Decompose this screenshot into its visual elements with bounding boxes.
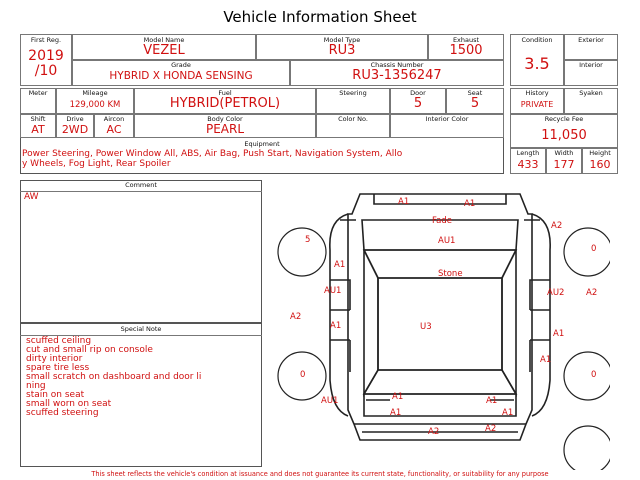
model-type-value: RU3 (328, 43, 356, 58)
seat-label: Seat (467, 89, 483, 97)
history-label: History (525, 89, 549, 97)
seat-value: 5 (470, 96, 480, 111)
wheel-front-right (564, 228, 610, 276)
meter-label: Meter (28, 89, 48, 97)
special-note-item: scuffed steering (26, 408, 99, 418)
shift-value: AT (31, 123, 45, 136)
body-outline (348, 194, 532, 440)
width-value: 177 (553, 158, 575, 171)
mark-u3: U3 (420, 322, 432, 332)
mark-au2-right-front-door: AU2 (547, 288, 565, 298)
syaken-label: Syaken (579, 89, 603, 97)
mark-a1-left-fender: A1 (334, 260, 346, 270)
special-note-item: small scratch on dashboard and door li (26, 372, 202, 382)
model-name-label: Model Name (143, 36, 185, 44)
comment-text: AW (24, 192, 39, 202)
chassis-label: Chassis Number (370, 61, 424, 69)
chassis-value: RU3-1356247 (352, 68, 442, 83)
special-note-item: ning (26, 381, 46, 391)
recycle-fee-label: Recycle Fee (544, 115, 584, 123)
wheel-rear-right (564, 352, 610, 400)
mark-wheel-front-right: 0 (591, 244, 597, 254)
special-note-list (26, 337, 201, 418)
equipment-line-1: Power Steering, Power Window All, ABS, Air Bag, Push Start, Navigation System, Allo (22, 149, 403, 159)
comment-box (20, 180, 262, 323)
length-label: Length (516, 149, 540, 157)
mark-roof: Stone (438, 269, 463, 279)
mark-a1-tail-left2: A1 (390, 408, 402, 418)
equipment-label: Equipment (244, 140, 280, 148)
interior-label: Interior (579, 61, 603, 69)
recycle-fee-value: 11,050 (541, 128, 587, 143)
mark-front-a1-left: A1 (398, 197, 410, 207)
mark-a2-right-edge: A2 (586, 288, 598, 298)
special-note-item: stain on seat (26, 390, 85, 400)
aircon-value: AC (106, 123, 122, 136)
drive-value: 2WD (61, 123, 89, 136)
exterior-label: Exterior (578, 36, 604, 44)
steering-label: Steering (339, 89, 367, 97)
length-value: 433 (517, 158, 539, 171)
mark-au1-left-front-door: AU1 (324, 286, 342, 296)
spare-wheel (564, 426, 610, 470)
height-value: 160 (589, 158, 611, 171)
exhaust-label: Exhaust (452, 36, 480, 44)
footer-disclaimer: This sheet reflects the vehicle's condition at issuance and does not guarantee its current state, functionality, or suitability for any purpose (91, 470, 549, 478)
mark-a1-right-center: A1 (553, 329, 565, 339)
aircon-label: Aircon (103, 115, 125, 123)
interior-color-label: Interior Color (425, 115, 469, 123)
first-reg-label: First Reg. (30, 36, 62, 44)
first-reg-year: 2019 (28, 48, 64, 64)
special-note-item: spare tire less (26, 363, 90, 373)
first-reg-month: /10 (34, 63, 58, 79)
mark-a2-bumper-left: A2 (428, 427, 440, 437)
rear-bumper (354, 424, 526, 432)
door-value: 5 (413, 96, 423, 111)
mark-wheel-front-left: 5 (305, 235, 311, 245)
grade-label: Grade (171, 61, 191, 69)
mark-windshield: AU1 (438, 236, 456, 246)
color-no-label: Color No. (338, 115, 368, 123)
special-note-item: cut and small rip on console (26, 345, 153, 355)
mark-a1-right-lower: A1 (540, 355, 552, 365)
page-title: Vehicle Information Sheet (223, 8, 417, 26)
mark-wheel-rear-left: 0 (300, 370, 306, 380)
roof (378, 278, 502, 370)
drive-label: Drive (66, 115, 84, 123)
shift-label: Shift (30, 115, 46, 123)
mark-wheel-rear-right: 0 (591, 370, 597, 380)
rear-window (364, 370, 516, 394)
door-label: Door (410, 89, 426, 97)
mark-a1-tail-left: A1 (392, 392, 404, 402)
special-note-item: small worn on seat (26, 399, 112, 409)
mark-a1-left-center: A1 (330, 321, 342, 331)
height-label: Height (589, 149, 611, 157)
body-color-value: PEARL (205, 122, 245, 136)
mark-hood: Fade (432, 216, 452, 226)
fuel-label: Fuel (218, 89, 232, 97)
mark-a1-tail-right: A1 (486, 396, 498, 406)
right-fender (532, 214, 550, 416)
special-note-item: dirty interior (26, 354, 83, 364)
exhaust-value: 1500 (449, 43, 483, 58)
width-label: Width (554, 149, 574, 157)
wheel-front-left (278, 228, 326, 276)
comment-label: Comment (20, 181, 262, 192)
condition-value: 3.5 (524, 54, 550, 73)
special-note-label: Special Note (20, 325, 262, 336)
model-name-value: VEZEL (143, 43, 185, 58)
mileage-value: 129,000 KM (69, 100, 121, 110)
history-value: PRIVATE (520, 100, 554, 109)
front-bumper (374, 194, 506, 204)
condition-label: Condition (521, 36, 553, 44)
mark-front-a1-right: A1 (464, 199, 476, 209)
special-note-item: scuffed ceiling (26, 336, 92, 346)
fuel-value: HYBRID(PETROL) (169, 96, 281, 111)
mark-au1-rear-left: AU1 (321, 396, 339, 406)
mark-a2-left-edge: A2 (290, 312, 302, 322)
body-color-label: Body Color (207, 115, 243, 123)
model-type-label: Model Type (323, 36, 361, 44)
equipment-line-2: y Wheels, Fog Light, Rear Spoiler (22, 159, 171, 169)
mark-a2-bumper-right: A2 (485, 424, 497, 434)
mileage-label: Mileage (82, 89, 108, 97)
grade-value: HYBRID X HONDA SENSING (109, 70, 253, 82)
mark-a1-tail-right2: A1 (502, 408, 514, 418)
left-fender (330, 214, 348, 416)
mark-a2-front-right: A2 (551, 221, 563, 231)
